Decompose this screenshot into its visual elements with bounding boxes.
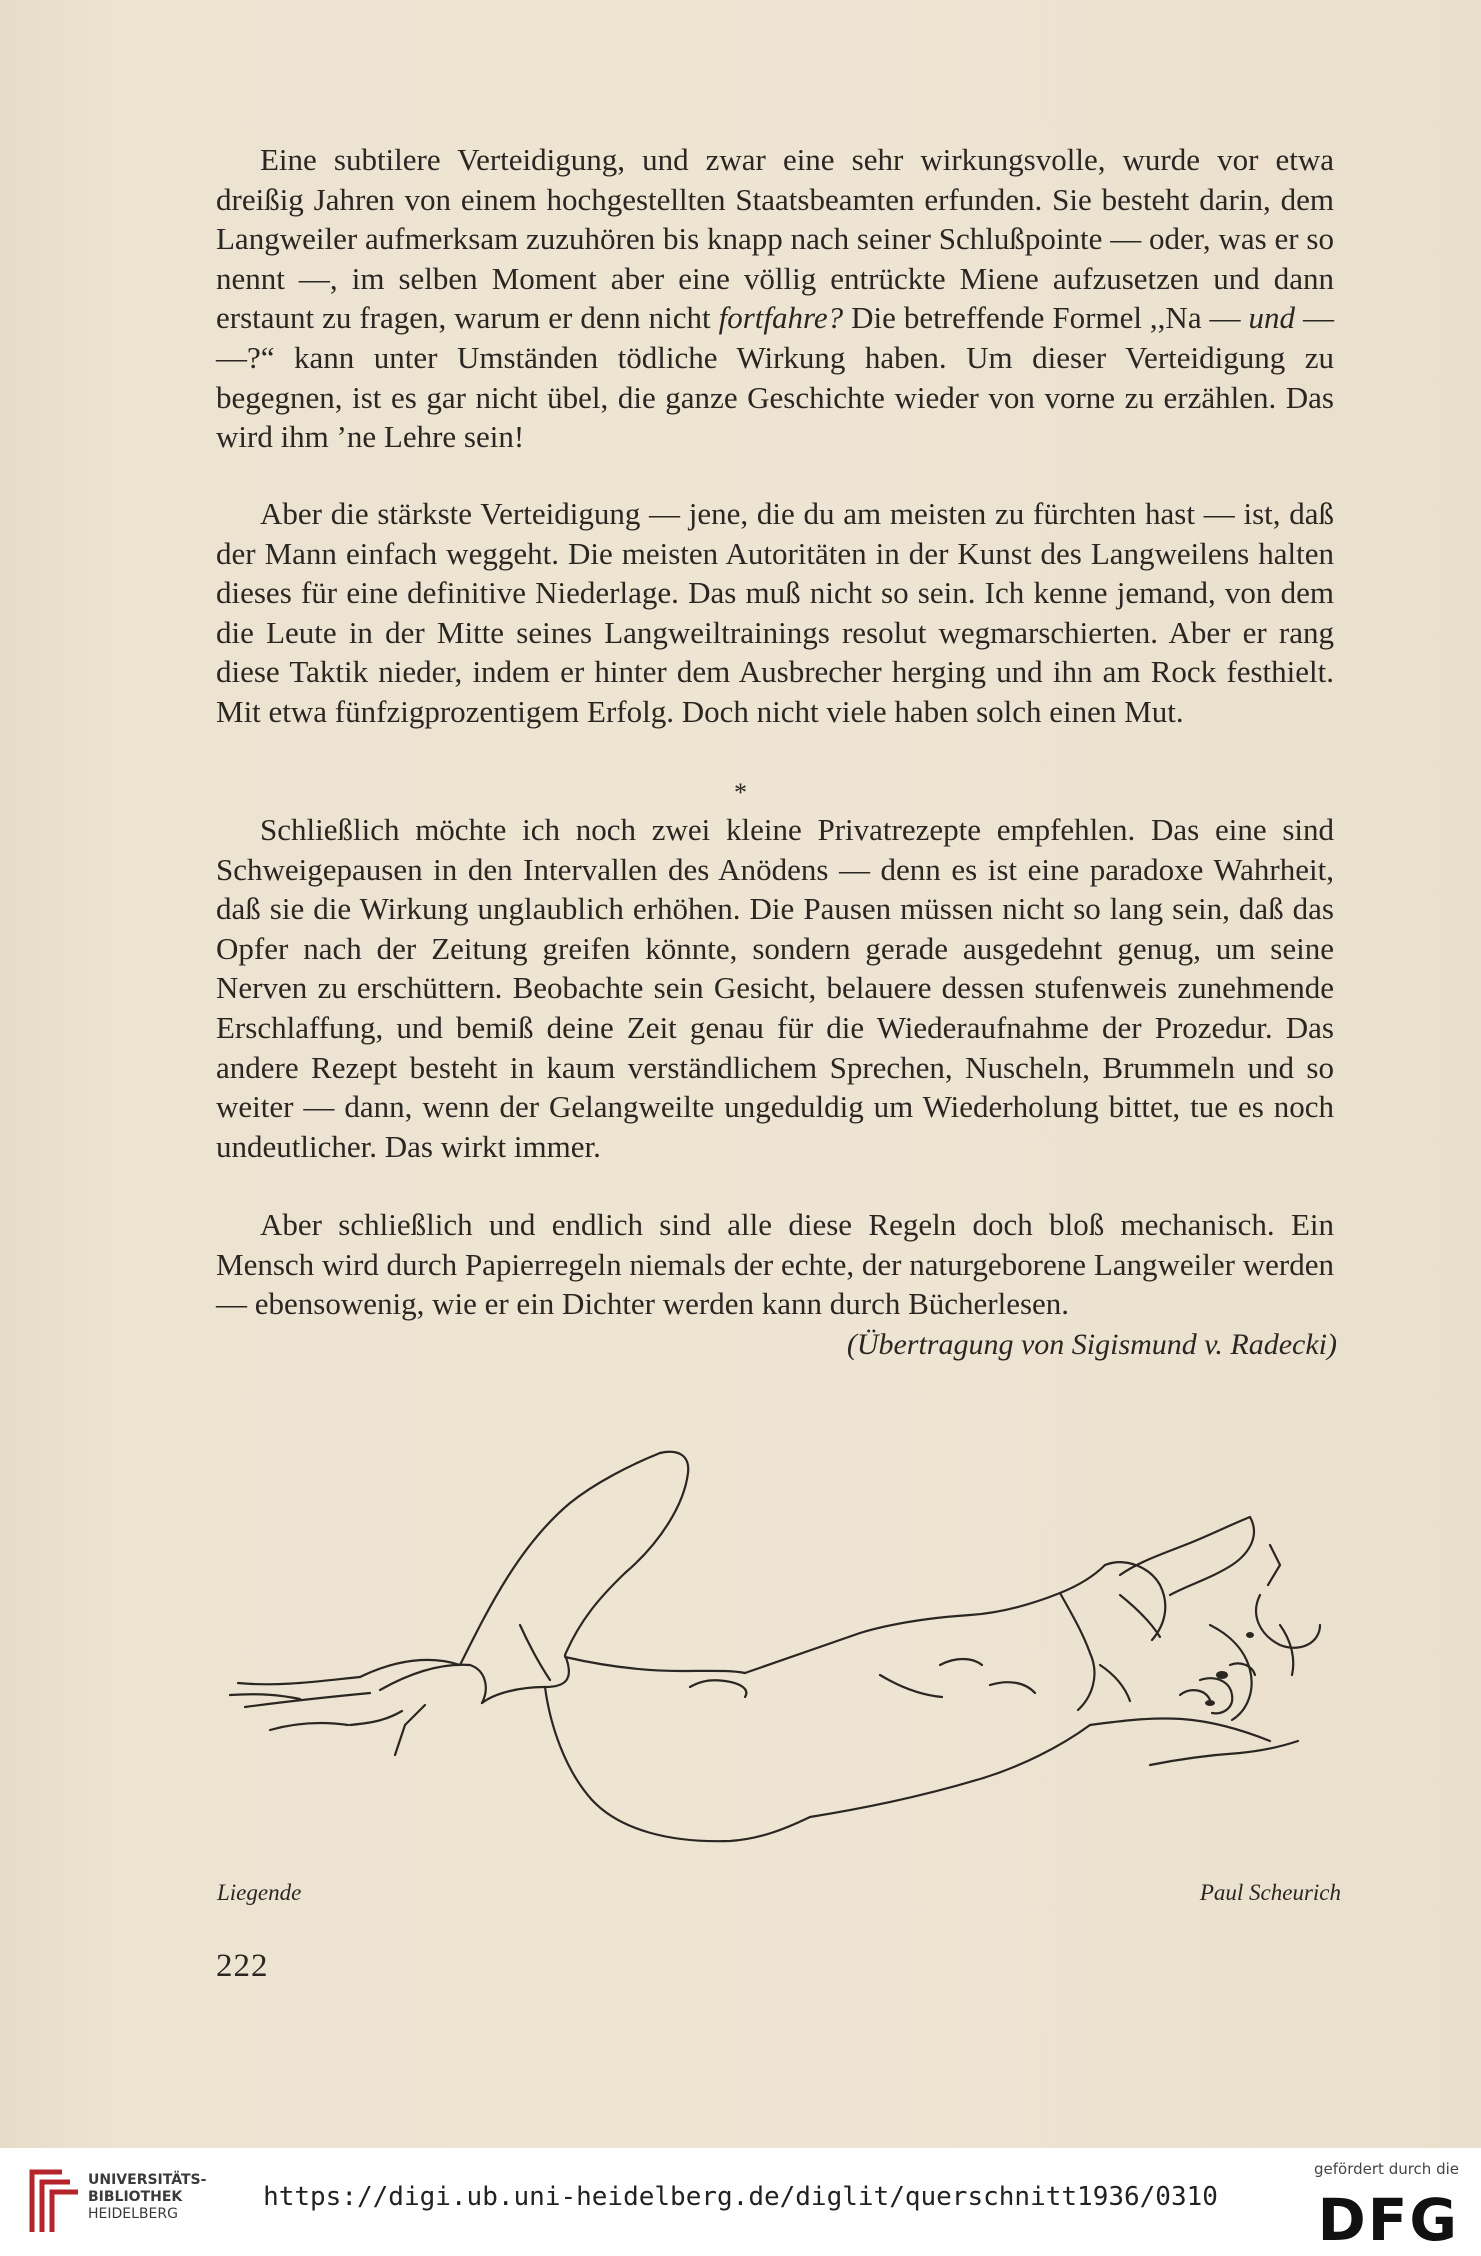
translation-credit: (Übertragung von Sigismund v. Radecki) [846,1328,1337,1361]
illustration-artist: Paul Scheurich [1199,1880,1341,1905]
digitization-footer [0,2148,1481,2256]
illustration-title: Liegende [217,1880,302,1905]
funding-label: gefördert durch die [1314,2160,1459,2178]
dfg-logo-icon[interactable]: DFG [1317,2186,1459,2254]
paragraph-4: Aber schließlich und endlich sind alle diese Regeln doch bloß mechanisch. Ein Mensch wird durch Papierregeln niemals der echte, der naturgeborene Langweiler werden — ebensowenig, wie er ein Dichter werden kann durch Bücherlesen. [216,1207,1334,1322]
permalink-url[interactable]: https://digi.ub.uni-heidelberg.de/diglit/querschnitt1936/0310 [263,2182,1218,2212]
paragraph-1: Eine subtilere Verteidigung, und zwar eine sehr wirkungsvolle, wurde vor etwa dreißig Jahren von einem hochgestellten Staatsbeamten erfunden. Sie besteht darin, dem Langweiler aufmerksam zuzuhören bis knapp nach seiner Schlußpointe — oder, was er so nennt —, im selben Moment aber eine völlig entrückte Miene aufzusetzen und dann erstaunt zu fragen, warum er denn nicht fortfahre? Die betreffende Formel ,,Na — und — —?“ kann unter Umständen tödliche Wirkung haben. Um dieser Verteidigung zu begegnen, ist es gar nicht übel, die ganze Geschichte wieder von vorne zu erzählen. Das wird ihm ’ne Lehre sein! [216,142,1335,455]
paragraph-3: Schließlich möchte ich noch zwei kleine Privatrezepte empfehlen. Das eine sind Schweigepausen in den Intervallen des Anödens — denn es ist eine paradoxe Wahrheit, daß sie die Wirkung unglaublich erhöhen. Die Pausen müssen nicht so lang sein, daß das Opfer nach der Zeitung greifen könnte, sondern gerade ausgedehnt genug, um seine Nerven zu erschüttern. Beobachte sein Gesicht, belauere dessen stufenweis zunehmende Erschlaffung, und bemiß deine Zeit genau für die Wiederaufnahme der Prozedur. Das andere Rezept besteht in kaum verständlichem Sprechen, Nuscheln, Brummeln und so weiter — dann, wenn der Gelangweilte ungeduldig um Wiederholung bittet, tue es noch undeutlicher. Das wirkt immer. [216,812,1334,1164]
library-name: UNIVERSITÄTS- BIBLIOTHEK HEIDELBERG [88,2172,207,2222]
reclining-figure-illustration [220,1425,1340,1865]
section-separator: * [734,778,747,807]
paragraph-2: Aber die stärkste Verteidigung — jene, die du am meisten zu fürchten hast — ist, daß der Mann einfach weggeht. Die meisten Autoritäten in der Kunst des Langweilens halten dieses für eine definitive Niederlage. Das muß nicht so sein. Ich kenne jemand, von dem die Leute in der Mitte seines Langweiltrainings resolut wegmarschierten. Aber er rang diese Taktik nieder, indem er hinter dem Ausbrecher herging und ihn am Rock festhielt. Mit etwa fünfzigprozentigem Erfolg. Doch nicht viele haben solch einen Mut. [216,496,1334,729]
page-number: 222 [216,1948,269,1984]
